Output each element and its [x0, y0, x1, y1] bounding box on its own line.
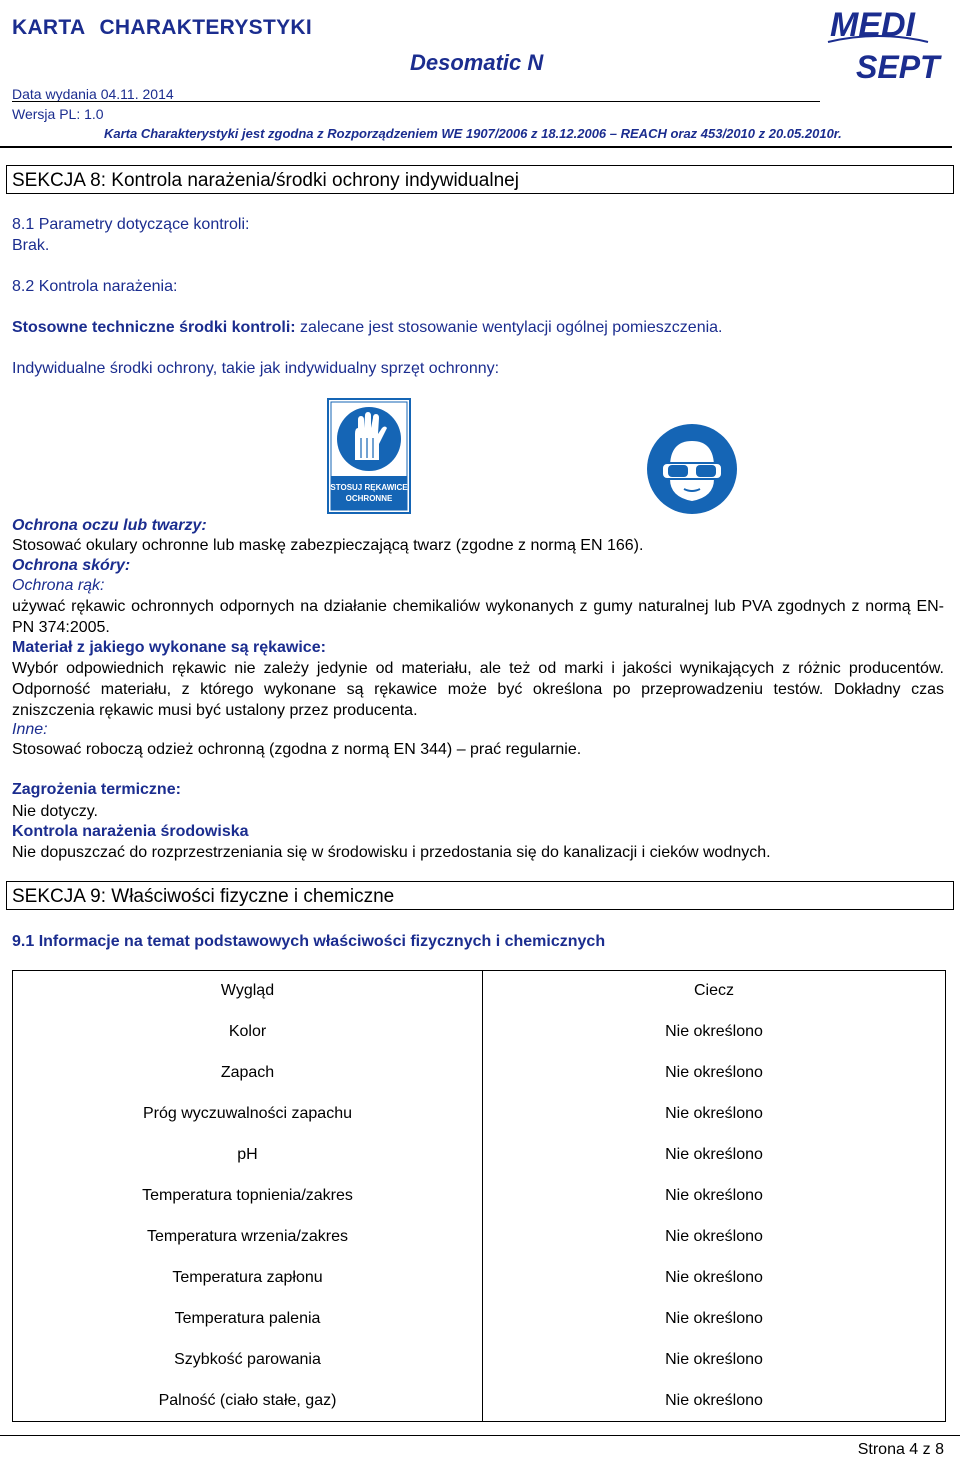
table-row	[13, 1298, 946, 1339]
table-row	[13, 1175, 946, 1216]
property-name: Kolor	[13, 1011, 483, 1052]
table-row	[13, 971, 946, 1012]
property-name: Szybkość parowania	[13, 1339, 483, 1380]
property-value: Ciecz	[483, 971, 946, 1012]
version: Wersja PL: 1.0	[12, 106, 104, 122]
property-name: Próg wyczuwalności zapachu	[13, 1093, 483, 1134]
footer-rule	[0, 1435, 960, 1436]
ppe-title: Indywidualne środki ochrony, takie jak indywidualny sprzęt ochronny:	[12, 360, 500, 377]
table-row	[13, 1216, 946, 1257]
product-name: Desomatic N	[410, 50, 544, 75]
tech-controls	[12, 318, 723, 338]
title-part-1: KARTA	[12, 16, 86, 39]
other-text: Stosować roboczą odzież ochronną (zgodna z normą EN 344) – prać regularnie.	[12, 741, 582, 758]
property-value: Nie określono	[483, 1298, 946, 1339]
property-name: Temperatura wrzenia/zakres	[13, 1216, 483, 1257]
table-row	[13, 1093, 946, 1134]
gloves-sign-line2: OCHRONNE	[345, 494, 393, 503]
env-title: Kontrola narażenia środowiska	[12, 823, 249, 840]
table-row	[13, 1257, 946, 1298]
logo-top-text: MEDI	[830, 6, 915, 44]
property-value: Nie określono	[483, 1175, 946, 1216]
hand-title: Ochrona rąk:	[12, 577, 105, 594]
property-name: Temperatura zapłonu	[13, 1257, 483, 1298]
eye-protection-icon	[646, 423, 738, 515]
property-name: Zapach	[13, 1052, 483, 1093]
section8-heading: SEKCJA 8: Kontrola narażenia/środki ochrony indywidualnej	[6, 165, 954, 194]
property-value: Nie określono	[483, 1011, 946, 1052]
eye-text: Stosować okulary ochronne lub maskę zabezpieczającą twarz (zgodne z normą EN 166).	[12, 537, 644, 554]
properties-table	[12, 970, 946, 1422]
regulation-note: Karta Charakterystyki jest zgodna z Rozporządzeniem WE 1907/2006 z 18.12.2006 – REACH oraz 453/2010 z 20.05.2010r.	[104, 126, 842, 141]
table-row	[13, 1380, 946, 1422]
medisept-logo	[826, 0, 940, 85]
property-value: Nie określono	[483, 1257, 946, 1298]
table-row	[13, 1134, 946, 1175]
gloves-sign-line1: STOSUJ RĘKAWICE	[330, 483, 408, 492]
header-rule	[12, 101, 820, 102]
s82-title: 8.2 Kontrola narażenia:	[12, 278, 178, 295]
tech-text: zalecane jest stosowanie wentylacji ogólnej pomieszczenia.	[300, 319, 723, 336]
tech-label: Stosowne techniczne środki kontroli:	[12, 319, 296, 336]
property-name: Palność (ciało stałe, gaz)	[13, 1380, 483, 1422]
document-title	[12, 16, 312, 40]
material-title: Materiał z jakiego wykonane są rękawice:	[12, 639, 326, 656]
property-name: Temperatura palenia	[13, 1298, 483, 1339]
thermal-title: Zagrożenia termiczne:	[12, 781, 181, 798]
page-number: Strona 4 z 8	[857, 1441, 944, 1458]
gloves-sign-icon	[327, 398, 411, 514]
table-row	[13, 1339, 946, 1380]
property-value: Nie określono	[483, 1134, 946, 1175]
eye-title: Ochrona oczu lub twarzy:	[12, 517, 207, 534]
property-name: Temperatura topnienia/zakres	[13, 1175, 483, 1216]
property-value: Nie określono	[483, 1093, 946, 1134]
property-name: pH	[13, 1134, 483, 1175]
issue-date: Data wydania 04.11. 2014	[12, 86, 174, 102]
property-value: Nie określono	[483, 1216, 946, 1257]
property-value: Nie określono	[483, 1052, 946, 1093]
header-divider	[0, 146, 952, 148]
s81-value: Brak.	[12, 237, 50, 254]
s91-title: 9.1 Informacje na temat podstawowych właściwości fizycznych i chemicznych	[12, 933, 606, 950]
hand-text: używać rękawic ochronnych odpornych na działanie chemikaliów wykonanych z gumy naturalnej lub PVA zgodnych z normą EN-PN 374:2005.	[12, 598, 944, 636]
env-text: Nie dopuszczać do rozprzestrzeniania się w środowisku i przedostania się do kanalizacji i cieków wodnych.	[12, 844, 771, 861]
title-part-2: CHARAKTERYSTYKI	[99, 16, 312, 39]
s81-title: 8.1 Parametry dotyczące kontroli:	[12, 216, 250, 233]
property-value: Nie określono	[483, 1339, 946, 1380]
skin-title: Ochrona skóry:	[12, 557, 131, 574]
property-value: Nie określono	[483, 1380, 946, 1422]
material-text: Wybór odpowiednich rękawic nie zależy jedynie od materiału, ale też od marki i jakości wynikających z różnic producentów. Odporność materiału, z którego wykonane są rękawice może być określona po przeprowadzeniu testów. Dokładny czas zniszczenia rękawic musi być ustalony przez producenta.	[12, 660, 944, 719]
table-row	[13, 1052, 946, 1093]
thermal-text: Nie dotyczy.	[12, 803, 98, 820]
property-name: Wygląd	[13, 971, 483, 1012]
section9-heading: SEKCJA 9: Właściwości fizyczne i chemiczne	[6, 881, 954, 910]
logo-bottom-text: SEPT	[856, 49, 940, 85]
other-title: Inne:	[12, 721, 48, 738]
table-row	[13, 1011, 946, 1052]
